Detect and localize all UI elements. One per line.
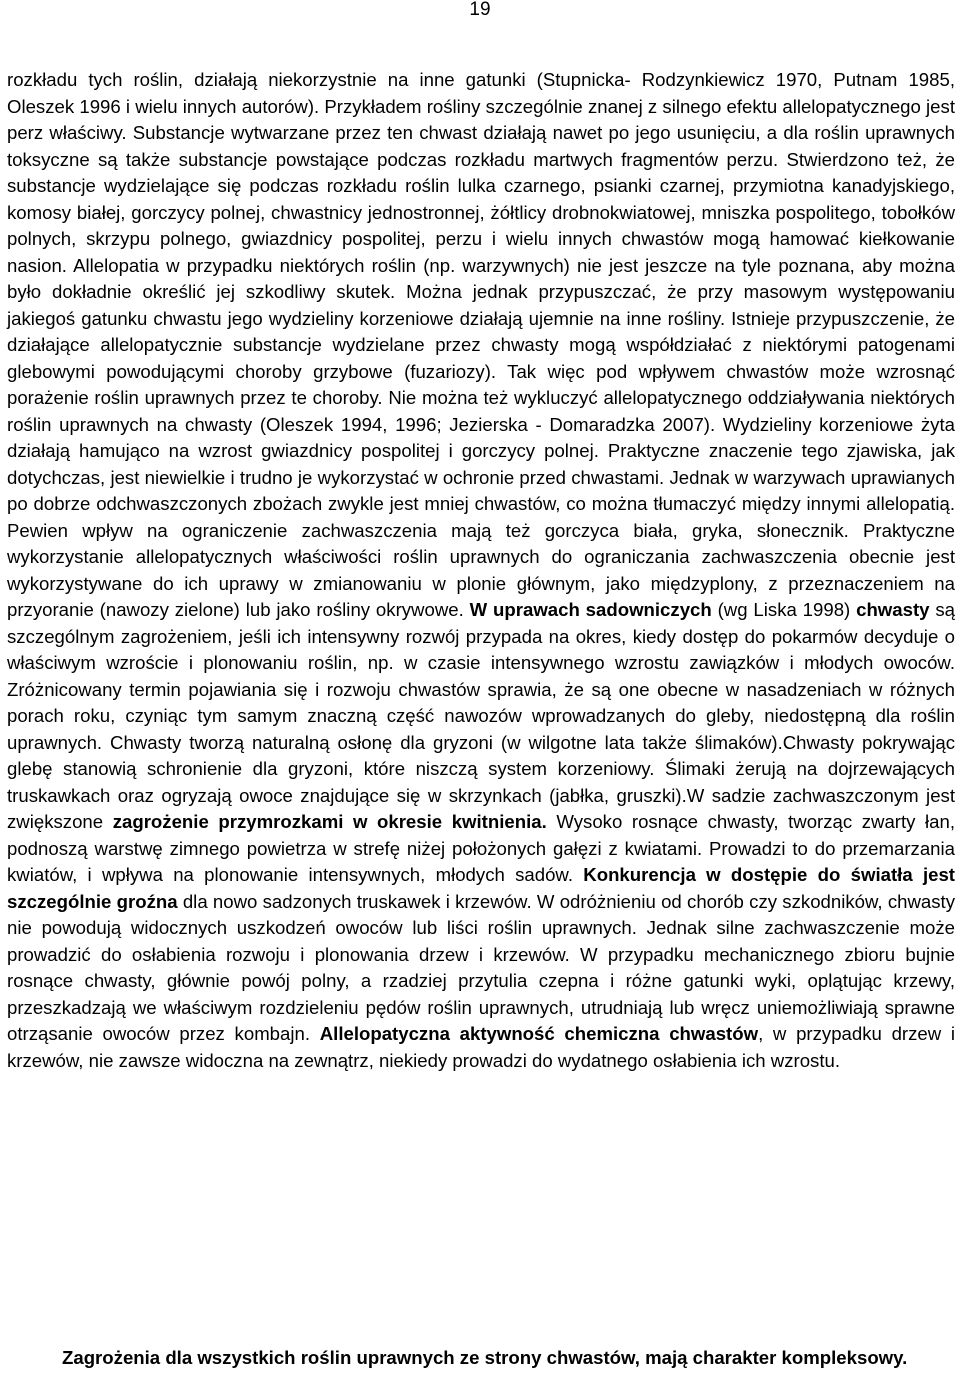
text-run: rozkładu tych roślin, działają niekorzystnie na inne gatunki (Stupnicka- Rodzynkiewicz 1970, Putnam 1985, Oleszek 1996 i wielu innych autorów). Przykładem rośliny szczególnie znanej z silnego efektu allelopatycznego jest perz właściwy. Substancje wytwarzane przez ten chwast działają nawet po jego usunięciu, a dla roślin uprawnych toksyczne są także substancje powstające podczas rozkładu martwych fragmentów perzu. Stwierdzono też, że substancje wydzielające się podczas rozkładu roślin lulka czarnego, psianki czarnej, przymiotna kanadyjskiego, komosy białej, gorczycy polnej, chwastnicy jednostronnej, żółtlicy drobnokwiatowej, mniszka pospolitego, tobołków polnych, skrzypu polnego, gwiazdnicy pospolitej, perzu i wielu innych chwastów mogą hamować kiełkowanie nasion. Allelopatia w przypadku niektórych roślin (np. warzywnych) nie jest jeszcze na tyle poznana, aby można było dokładnie określić jej szkodliwy skutek. Można jednak przypuszczać, że przy masowym występowaniu jakiegoś gatunku chwastu jego wydzieliny korzeniowe działają ujemnie na inne rośliny. Istnieje przypuszczenie, że działające allelopatycznie substancje wydzielane przez chwasty mogą współdziałać z niektórymi patogenami glebowymi powodującymi choroby grzybowe (fuzariozy). Tak więc pod wpływem chwastów może wzrosnąć porażenie roślin uprawnych przez te choroby. Nie można też wykluczyć allelopatycznego oddziaływania niektórych roślin uprawnych na chwasty (Oleszek 1994, 1996; Jezierska - Domaradzka 2007). Wydzieliny korzeniowe żyta działają hamująco na wzrost gwiazdnicy pospolitej i gorczycy polnej. Praktyczne znaczenie tego zjawiska, jak dotychczas, jest niewielkie i trudno je wykorzystać w ochronie przed chwastami. Jednak w warzywach uprawianych po dobrze odchwaszczonych zbożach zwykle jest mniej chwastów, co można tłumaczyć między innymi allelopatią. Pewien wpływ na ograniczenie zachwaszczenia mają też gorczyca biała, gryka, słonecznik. Praktyczne wykorzystanie allelopatycznych właściwości roślin uprawnych do ograniczania zachwaszczenia obecnie jest wykorzystywane do ich uprawy w zmianowaniu w plonie głównym, jako międzyplony, z przeznaczeniem na przyoranie (nawozy zielone) lub jako rośliny okrywowe. [7,69,955,620]
closing-statement: Zagrożenia dla wszystkich roślin uprawnych ze strony chwastów, mają charakter kompleksowy. [62,1347,908,1368]
text-run: Wysoko rosnące chwasty, tworząc zwarty łan, podnoszą warstwę zimnego powietrza w strefę niżej położonych gałęzi z kwiatami. Prowadzi to do przemarzania kwiatów, i wpływa na plonowanie intensywnych, młodych sadów. [7,811,956,885]
text-run: dla nowo sadzonych truskawek i krzewów. W odróżnieniu od chorób czy szkodników, chwasty nie powodują widocznych uszkodzeń owoców lub liści roślin uprawnych. Jednak silne zachwaszczenie może prowadzić do osłabienia rozwoju i plonowania drzew i krzewów. W przypadku mechanicznego zbioru bujnie rosnące chwasty, głównie powój polny, a rzadziej przytulia czepna i różne gatunki wyki, oplątując krzewy, przeszkadzają we właściwym rozdzieleniu pędów roślin uprawnych, utrudniają lub wręcz uniemożliwiają sprawne otrząsanie owoców przez kombajn. [7,890,955,1044]
bold-phrase-frost: zagrożenie przymrozkami w okresie kwitnienia. [112,811,547,832]
text-run: , w przypadku drzew i krzewów, nie zawsze widoczna na zewnątrz, niekiedy prowadzi do wydatnego osłabienia ich wzrostu. [7,1023,956,1071]
bold-phrase-orchards: W uprawach sadowniczych [469,599,712,620]
bold-phrase-weeds: chwasty [856,599,930,620]
bold-phrase-allelopathic-activity: Allelopatyczna aktywność chemiczna chwastów [319,1023,759,1044]
text-run: (wg Liska 1998) [717,599,851,620]
body-paragraph [7,67,955,1074]
page-number: 19 [469,0,491,20]
bold-phrase-light-competition: Konkurencja w dostępie do światła jest szczególnie groźna [7,864,955,912]
text-run: są szczególnym zagrożeniem, jeśli ich intensywny rozwój przypada na okres, kiedy dostęp do pokarmów decyduje o właściwym wzroście i plonowaniu roślin, np. w czasie intensywnego wzrostu zawiązków i młodych owoców. Zróżnicowany termin pojawiania się i rozwoju chwastów sprawia, że są one obecne w nasadzeniach w różnych porach roku, czyniąc tym samym znaczną część nawozów wprowadzanych do gleby, niedostępną dla roślin uprawnych. Chwasty tworzą naturalną osłonę dla gryzoni (w wilgotne lata także ślimaków).Chwasty pokrywając glebę stanowią schronienie dla gryzoni, które niszczą system korzeniowy. Ślimaki żerują na dojrzewających truskawkach oraz ogryzają owoce znajdujące się w skrzynkach (jabłka, gruszki).W sadzie zachwaszczonym jest zwiększone [7,599,955,832]
